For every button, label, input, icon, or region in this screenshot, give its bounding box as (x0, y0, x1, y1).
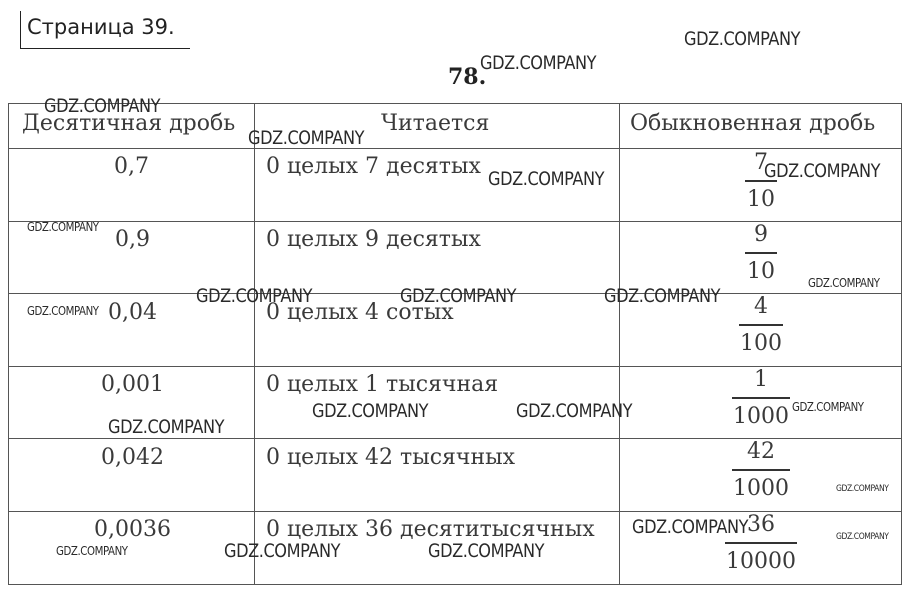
numerator: 42 (747, 439, 775, 464)
numerator: 36 (747, 512, 775, 537)
watermark: GDZ.COMPANY (604, 285, 721, 307)
watermark: GDZ.COMPANY (684, 28, 801, 50)
watermark: GDZ.COMPANY (480, 52, 597, 74)
numerator: 7 (754, 150, 768, 175)
watermark: GDZ.COMPANY (44, 95, 161, 117)
watermark: GDZ.COMPANY (836, 484, 889, 494)
watermark: GDZ.COMPANY (516, 400, 633, 422)
decimal-value: 0,9 (115, 227, 150, 252)
column-divider (619, 103, 620, 585)
reading-text: 0 целых 9 десятых (266, 227, 481, 252)
page-header (20, 11, 190, 49)
fraction-bar (745, 252, 777, 254)
watermark: GDZ.COMPANY (488, 168, 605, 190)
column-divider (254, 103, 255, 585)
watermark: GDZ.COMPANY (764, 160, 881, 182)
numerator: 9 (754, 222, 768, 247)
watermark: GDZ.COMPANY (792, 400, 864, 414)
reading-text: 0 целых 1 тысячная (266, 372, 499, 397)
common-fraction (721, 437, 801, 503)
common-fraction (721, 292, 801, 358)
decimal-value: 0,7 (114, 154, 149, 179)
reading-text: 0 целых 7 десятых (266, 154, 481, 179)
decimal-value: 0,001 (101, 372, 164, 397)
common-fraction (721, 220, 801, 286)
watermark: GDZ.COMPANY (428, 540, 545, 562)
denominator: 100 (740, 330, 782, 356)
watermark: GDZ.COMPANY (400, 285, 517, 307)
numerator: 4 (754, 294, 768, 319)
denominator: 10 (747, 186, 775, 212)
watermark: GDZ.COMPANY (808, 276, 880, 290)
fraction-bar (725, 542, 797, 544)
watermark: GDZ.COMPANY (248, 127, 365, 149)
header-reading: Читается (381, 111, 490, 136)
decimal-value: 0,04 (108, 300, 157, 325)
problem-number: 78. (448, 64, 487, 90)
watermark: GDZ.COMPANY (224, 540, 341, 562)
reading-text: 0 целых 36 десятитысячных (266, 517, 595, 542)
fraction-bar (739, 324, 783, 326)
watermark: GDZ.COMPANY (312, 400, 429, 422)
watermark: GDZ.COMPANY (196, 285, 313, 307)
watermark: GDZ.COMPANY (27, 220, 99, 234)
reading-text: 0 целых 42 тысячных (266, 445, 516, 470)
denominator: 1000 (733, 475, 789, 501)
watermark: GDZ.COMPANY (632, 516, 749, 538)
reading-text: 0 целых 4 сотых (266, 300, 454, 325)
fraction-bar (732, 469, 790, 471)
decimal-value: 0,042 (101, 445, 164, 470)
watermark: GDZ.COMPANY (27, 304, 99, 318)
decimal-value: 0,0036 (94, 517, 171, 542)
denominator: 1000 (733, 403, 789, 429)
common-fraction (721, 365, 801, 431)
denominator: 10 (747, 258, 775, 284)
page-label: Страница 39. (27, 15, 175, 39)
numerator: 1 (754, 367, 768, 392)
denominator: 10000 (726, 548, 796, 574)
watermark: GDZ.COMPANY (56, 544, 128, 558)
header-common: Обыкновенная дробь (630, 111, 876, 136)
fraction-bar (732, 397, 790, 399)
header-decimal: Десятичная дробь (22, 111, 236, 136)
watermark: GDZ.COMPANY (836, 532, 889, 542)
watermark: GDZ.COMPANY (108, 416, 225, 438)
